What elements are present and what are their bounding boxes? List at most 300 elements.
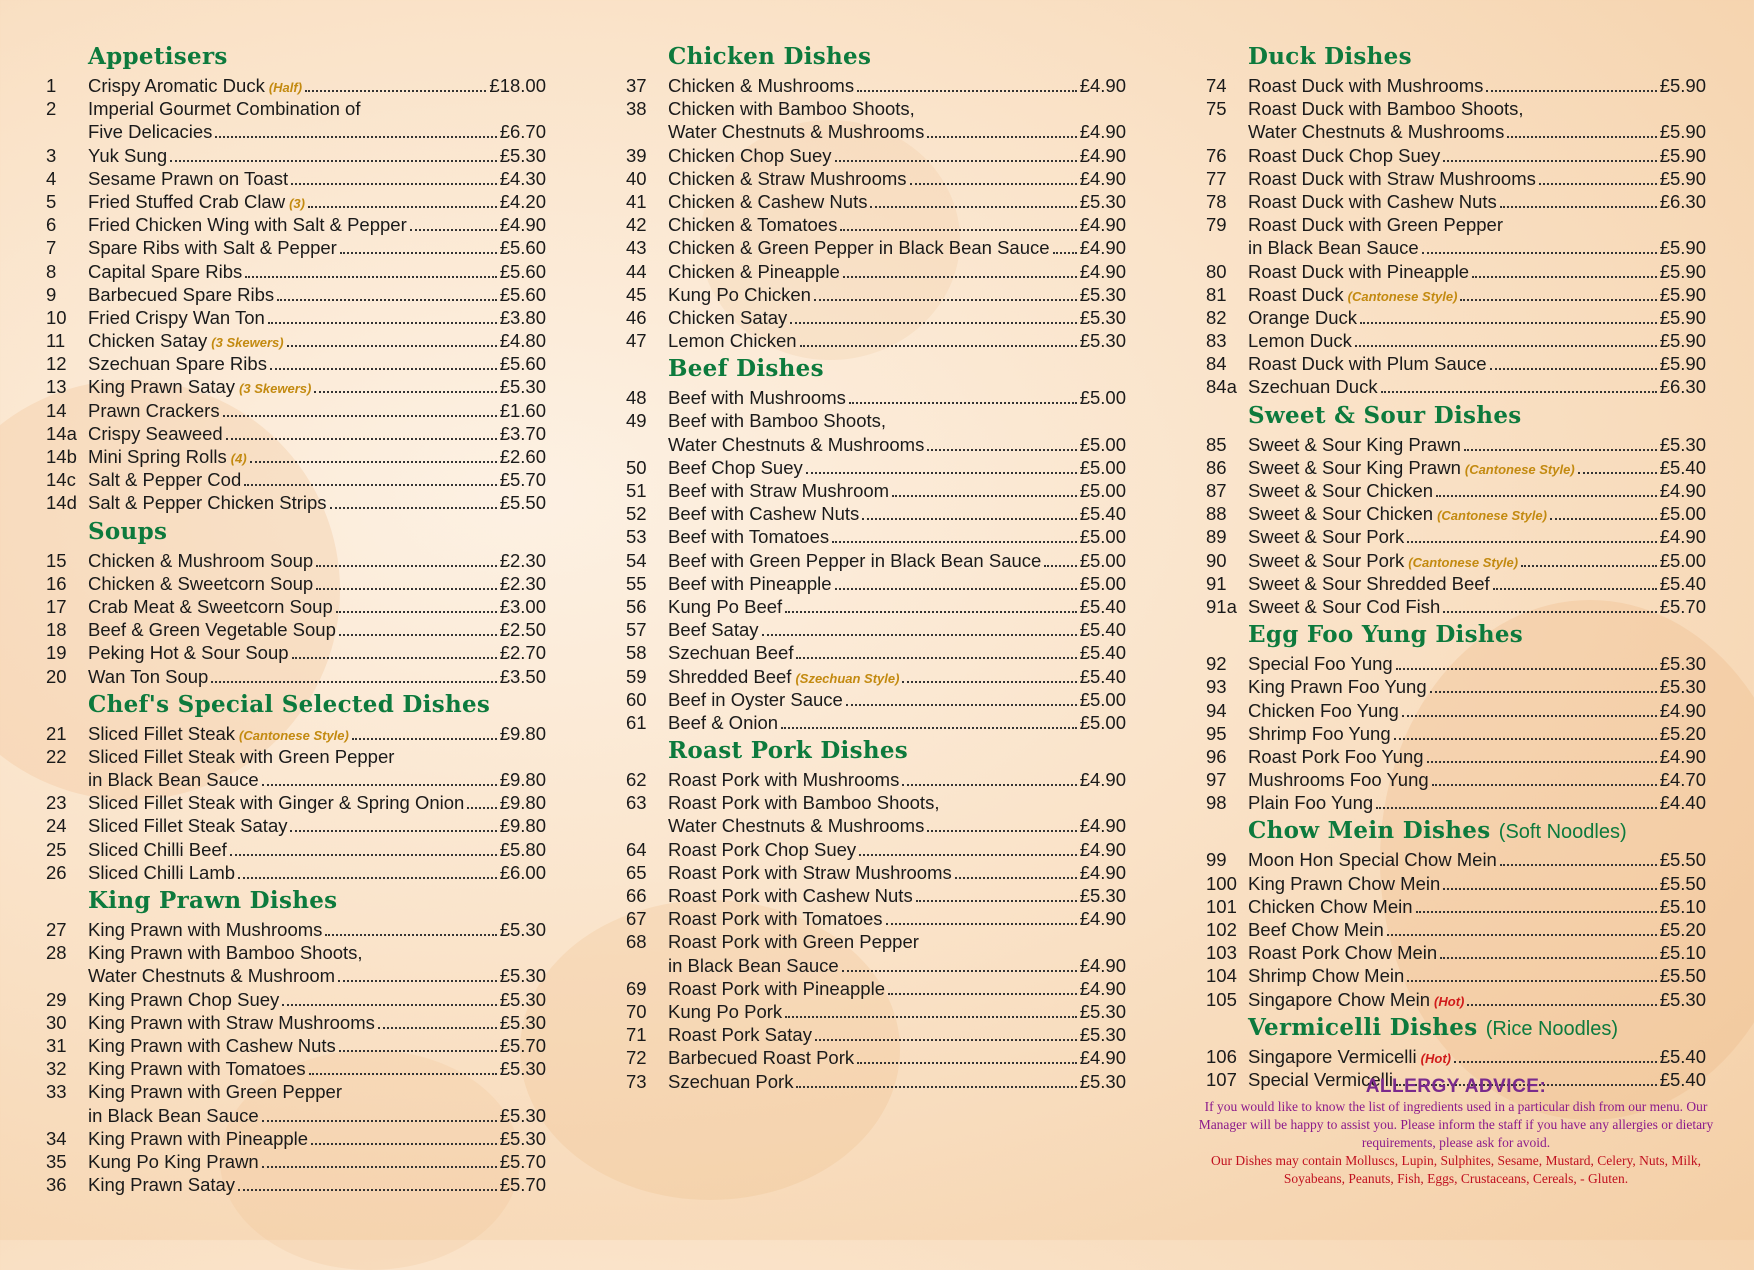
- item-line: [668, 711, 1126, 734]
- item-name: Mini Spring Rolls: [88, 446, 227, 468]
- item-line: [668, 641, 1126, 664]
- item-price: £9.80: [499, 722, 546, 744]
- item-note: (3 Skewers): [239, 381, 312, 397]
- item-number: 51: [626, 480, 647, 502]
- item-number: 71: [626, 1024, 647, 1046]
- item-line: [88, 768, 546, 791]
- item-line: [668, 954, 1126, 977]
- item-price: £5.30: [1079, 1024, 1126, 1046]
- item-number: 81: [1206, 283, 1227, 305]
- menu-item: [46, 306, 546, 329]
- menu-item: [46, 283, 546, 306]
- item-line: [88, 260, 546, 283]
- leader-dots: [762, 634, 1077, 636]
- leader-dots: [815, 1039, 1077, 1041]
- item-number: 89: [1206, 526, 1227, 548]
- item-name: Beef in Oyster Sauce: [668, 688, 843, 710]
- item-body: [668, 641, 1126, 664]
- item-line: [668, 907, 1126, 930]
- item-line: [88, 1034, 546, 1057]
- item-name-continued: Water Chestnuts & Mushrooms: [1248, 121, 1505, 143]
- leader-dots: [378, 1027, 497, 1029]
- leader-dots: [1578, 472, 1657, 474]
- item-body: [88, 74, 546, 99]
- item-price: £5.30: [499, 965, 546, 987]
- item-name: Roast Duck with Mushrooms: [1248, 75, 1484, 96]
- item-body: [88, 167, 546, 190]
- leader-dots: [340, 252, 497, 254]
- section-title-text: Sweet & Sour Dishes: [1248, 401, 1522, 429]
- item-number: 78: [1206, 190, 1227, 212]
- menu-item: [1206, 306, 1706, 329]
- menu-item: [46, 352, 546, 375]
- item-body: [1248, 213, 1706, 259]
- menu-item: [46, 1127, 546, 1150]
- item-line: [668, 190, 1126, 213]
- item-name: King Prawn Foo Yung: [1248, 676, 1427, 698]
- item-line: [668, 977, 1126, 1000]
- item-name: King Prawn with Bamboo Shoots,: [88, 942, 363, 964]
- item-price: £5.90: [1659, 121, 1706, 143]
- leader-dots: [1472, 276, 1657, 278]
- item-name: Roast Duck with Straw Mushrooms: [1248, 167, 1536, 189]
- item-number: 100: [1206, 872, 1237, 894]
- leader-dots: [170, 160, 497, 162]
- item-price: £5.30: [1079, 306, 1126, 328]
- item-body: [1248, 375, 1706, 398]
- item-name: Beef & Green Vegetable Soup: [88, 619, 336, 641]
- menu-item: [46, 422, 546, 445]
- item-line: [88, 375, 546, 400]
- item-name: Roast Pork with Green Pepper: [668, 931, 919, 953]
- item-price: £5.00: [1079, 688, 1126, 710]
- leader-dots: [1460, 299, 1656, 301]
- item-line: [1248, 144, 1706, 167]
- leader-dots: [1440, 957, 1657, 959]
- menu-item: [1206, 941, 1706, 964]
- item-note: (Szechuan Style): [795, 670, 900, 686]
- item-line: [1248, 352, 1706, 375]
- item-name: Shrimp Chow Mein: [1248, 965, 1405, 987]
- item-number: 54: [626, 549, 647, 571]
- item-body: [88, 399, 546, 422]
- item-name: Chicken & Mushroom Soup: [88, 549, 314, 571]
- item-body: [88, 838, 546, 861]
- menu-item: [626, 190, 1126, 213]
- leader-dots: [316, 565, 497, 567]
- item-name-continued: in Black Bean Sauce: [88, 1104, 259, 1126]
- item-note: (Cantonese Style): [1408, 554, 1519, 570]
- item-number: 75: [1206, 98, 1227, 120]
- leader-dots: [1521, 565, 1657, 567]
- item-name: Chicken Chow Mein: [1248, 895, 1413, 917]
- menu-item: [626, 977, 1126, 1000]
- item-number: 12: [46, 353, 67, 375]
- item-number: 41: [626, 190, 647, 212]
- menu-item: [626, 74, 1126, 97]
- item-price: £5.90: [1659, 283, 1706, 305]
- item-line: [88, 838, 546, 861]
- menu-item: [626, 768, 1126, 791]
- item-body: [668, 525, 1126, 548]
- item-number: 18: [46, 619, 67, 641]
- item-line: [668, 525, 1126, 548]
- menu-item: [46, 1034, 546, 1057]
- menu-item: [626, 930, 1126, 976]
- menu-item: [1206, 791, 1706, 814]
- item-body: [668, 386, 1126, 409]
- item-line: [668, 144, 1126, 167]
- item-number: 91a: [1206, 595, 1237, 617]
- item-body: [668, 74, 1126, 97]
- item-line: [668, 502, 1126, 525]
- menu-item: [46, 144, 546, 167]
- leader-dots: [250, 461, 497, 463]
- item-line: [1248, 97, 1706, 120]
- item-price: £4.90: [1079, 144, 1126, 166]
- allergy-text: If you would like to know the list of ingredients used in a particular dish from our menu. Our Manager will be happy to assist you. Please inform the staff if you have any allergies or dietary requirements, please ask for avoid.: [1198, 1099, 1714, 1150]
- item-body: [668, 329, 1126, 352]
- menu-item: [46, 988, 546, 1011]
- leader-dots: [892, 495, 1077, 497]
- section-title: [88, 515, 546, 549]
- item-line: [88, 988, 546, 1011]
- item-body: [88, 918, 546, 941]
- leader-dots: [902, 681, 1076, 683]
- item-number: 97: [1206, 769, 1227, 791]
- item-body: [1248, 1045, 1706, 1070]
- menu-item: [46, 665, 546, 688]
- item-price: £5.00: [1659, 549, 1706, 571]
- item-name: Roast Duck with Bamboo Shoots,: [1248, 98, 1524, 120]
- item-price: £4.90: [1659, 699, 1706, 721]
- item-body: [1248, 549, 1706, 574]
- item-line: [668, 409, 1126, 432]
- item-line: [1248, 306, 1706, 329]
- item-name: Beef with Green Pepper in Black Bean Sauce: [668, 549, 1042, 571]
- menu-item: [1206, 988, 1706, 1011]
- item-name: Kung Po Pork: [668, 1001, 783, 1022]
- item-name: Sweet & Sour Pork: [1248, 549, 1405, 571]
- item-line: [1248, 768, 1706, 791]
- item-line: [88, 814, 546, 837]
- leader-dots: [262, 784, 497, 786]
- leader-dots: [1443, 611, 1656, 613]
- menu-item: [626, 386, 1126, 409]
- section-title: [1248, 399, 1706, 433]
- item-body: [1248, 572, 1706, 595]
- item-body: [1248, 988, 1706, 1013]
- item-number: 86: [1206, 456, 1227, 478]
- item-name: Crab Meat & Sweetcorn Soup: [88, 595, 333, 617]
- leader-dots: [277, 299, 497, 301]
- item-name: Beef with Pineapple: [668, 572, 832, 594]
- item-name: Roast Pork Chow Mein: [1248, 942, 1438, 964]
- item-price: £5.70: [499, 1150, 546, 1172]
- item-price: £4.90: [1079, 815, 1126, 837]
- menu-item: [1206, 97, 1706, 143]
- item-line: [88, 1150, 546, 1173]
- item-body: [668, 711, 1126, 734]
- item-name: Beef with Mushrooms: [668, 387, 846, 409]
- item-body: [1248, 872, 1706, 895]
- item-name: Beef Satay: [668, 619, 759, 641]
- item-name: Roast Pork with Mushrooms: [668, 769, 900, 791]
- item-name: Imperial Gourmet Combination of: [88, 98, 361, 120]
- item-price: £4.90: [1079, 121, 1126, 143]
- item-body: [88, 1011, 546, 1034]
- item-price: £18.00: [489, 75, 546, 96]
- section-title: [1248, 618, 1706, 652]
- item-number: 84: [1206, 353, 1227, 375]
- leader-dots: [268, 322, 497, 324]
- item-body: [668, 595, 1126, 618]
- item-price: £2.50: [499, 619, 546, 641]
- leader-dots: [859, 854, 1077, 856]
- item-number: 77: [1206, 167, 1227, 189]
- menu-item: [1206, 918, 1706, 941]
- menu-item: [626, 213, 1126, 236]
- item-body: [668, 167, 1126, 190]
- item-number: 42: [626, 214, 647, 236]
- item-hot-note: (Hot): [1420, 1050, 1451, 1066]
- item-name: Beef Chow Mein: [1248, 919, 1384, 941]
- item-note: (Cantonese Style): [1347, 288, 1458, 304]
- leader-dots: [309, 1073, 497, 1075]
- item-body: [668, 549, 1126, 572]
- menu-item: [626, 791, 1126, 837]
- item-name: Roast Duck with Pineapple: [1248, 260, 1470, 282]
- menu-item: [626, 97, 1126, 143]
- item-number: 62: [626, 769, 647, 791]
- item-line: [88, 97, 546, 120]
- leader-dots: [886, 923, 1077, 925]
- item-body: [1248, 941, 1706, 964]
- leader-dots: [1394, 738, 1657, 740]
- item-line: [88, 1080, 546, 1103]
- item-line: [1248, 329, 1706, 352]
- section-title-text: Egg Foo Yung Dishes: [1248, 621, 1524, 649]
- item-body: [1248, 433, 1706, 456]
- item-body: [88, 641, 546, 664]
- item-body: [668, 907, 1126, 930]
- menu-item: [46, 190, 546, 213]
- item-price: £9.80: [499, 769, 546, 791]
- item-name: Roast Duck Chop Suey: [1248, 144, 1441, 166]
- item-number: 99: [1206, 849, 1227, 871]
- item-body: [668, 977, 1126, 1000]
- menu-item: [626, 144, 1126, 167]
- section-title-text: Duck Dishes: [1248, 43, 1412, 70]
- item-price: £4.90: [1079, 260, 1126, 282]
- item-price: £3.80: [499, 306, 546, 328]
- item-line: [88, 491, 546, 514]
- leader-dots: [211, 681, 496, 683]
- item-name: King Prawn Chow Mein: [1248, 872, 1441, 894]
- item-name: Special Vermicelli: [1248, 1068, 1393, 1090]
- item-line: [668, 456, 1126, 479]
- item-body: [1248, 745, 1706, 768]
- item-line: [1248, 375, 1706, 398]
- item-number: 92: [1206, 653, 1227, 675]
- item-line: [88, 1011, 546, 1034]
- item-price: £2.30: [499, 572, 546, 594]
- item-price: £4.90: [1079, 838, 1126, 860]
- item-name: Kung Po Beef: [668, 595, 783, 617]
- menu-item: [626, 595, 1126, 618]
- item-line: [668, 549, 1126, 572]
- item-line: [88, 595, 546, 618]
- section-title-text: Chow Mein Dishes: [1248, 817, 1491, 845]
- item-body: [88, 1080, 546, 1126]
- menu-item: [46, 722, 546, 745]
- leader-dots: [1443, 888, 1656, 890]
- item-body: [88, 213, 546, 236]
- item-price: £5.40: [1079, 642, 1126, 664]
- item-body: [88, 1173, 546, 1196]
- item-line: [1248, 595, 1706, 618]
- leader-dots: [245, 276, 496, 278]
- item-line: [1248, 213, 1706, 236]
- item-name: King Prawn with Straw Mushrooms: [88, 1011, 375, 1033]
- item-body: [88, 814, 546, 837]
- leader-dots: [846, 704, 1077, 706]
- item-number: 4: [46, 167, 57, 189]
- item-number: 43: [626, 237, 647, 259]
- item-line: [668, 884, 1126, 907]
- item-price: £9.80: [499, 815, 546, 837]
- leader-dots: [244, 484, 496, 486]
- leader-dots: [1550, 518, 1657, 520]
- item-body: [668, 190, 1126, 213]
- menu-item: [46, 236, 546, 259]
- item-line: [1248, 283, 1706, 308]
- item-line: [88, 1104, 546, 1127]
- item-body: [88, 1150, 546, 1173]
- leader-dots: [339, 634, 497, 636]
- item-number: 76: [1206, 144, 1227, 166]
- menu-item: [1206, 895, 1706, 918]
- leader-dots: [314, 391, 496, 393]
- item-line: [88, 791, 546, 814]
- menu-column-2: [626, 40, 1126, 1093]
- item-line: [668, 618, 1126, 641]
- leader-dots: [1044, 565, 1076, 567]
- menu-item: [46, 861, 546, 884]
- item-name: Sliced Chilli Lamb: [88, 861, 236, 883]
- item-body: [1248, 167, 1706, 190]
- item-number: 82: [1206, 306, 1227, 328]
- item-body: [1248, 283, 1706, 308]
- item-price: £5.00: [1079, 480, 1126, 502]
- section-title: [668, 734, 1126, 768]
- item-number: 87: [1206, 480, 1227, 502]
- item-line: [88, 1127, 546, 1150]
- item-name: Beef Chop Suey: [668, 456, 803, 478]
- item-price: £5.30: [1079, 1070, 1126, 1092]
- item-name: King Prawn Chop Suey: [88, 988, 280, 1010]
- menu-item: [1206, 872, 1706, 895]
- item-body: [668, 572, 1126, 595]
- leader-dots: [1053, 252, 1077, 254]
- item-line: [88, 144, 546, 167]
- menu-item: [1206, 213, 1706, 259]
- item-name: Szechuan Duck: [1248, 376, 1378, 398]
- item-name: Sliced Fillet Steak Satay: [88, 815, 288, 837]
- item-body: [668, 502, 1126, 525]
- leader-dots: [339, 1050, 497, 1052]
- section-title-text: Beef Dishes: [668, 355, 824, 383]
- item-line: [1248, 572, 1706, 595]
- menu-item: [1206, 675, 1706, 698]
- item-name: Kung Po Chicken: [668, 283, 811, 305]
- item-number: 14c: [46, 469, 76, 491]
- leader-dots: [352, 738, 497, 740]
- leader-dots: [311, 1143, 497, 1145]
- item-line: [668, 283, 1126, 306]
- item-line: [88, 722, 546, 747]
- menu-item: [626, 236, 1126, 259]
- leader-dots: [1407, 541, 1656, 543]
- item-number: 66: [626, 885, 647, 907]
- menu-column-1: [46, 40, 546, 1196]
- leader-dots: [291, 183, 497, 185]
- item-line: [1248, 190, 1706, 213]
- item-number: 59: [626, 665, 647, 687]
- item-line: [1248, 1045, 1706, 1070]
- section-title: [668, 352, 1126, 386]
- leader-dots: [1432, 784, 1657, 786]
- menu-item: [626, 283, 1126, 306]
- item-price: £4.90: [1079, 1047, 1126, 1069]
- item-line: [668, 1046, 1126, 1069]
- item-line: [88, 861, 546, 884]
- item-line: [88, 745, 546, 768]
- item-price: £9.80: [499, 792, 546, 814]
- section-title-text: Chef's Special Selected Dishes: [88, 690, 491, 718]
- menu-item: [46, 549, 546, 572]
- item-line: [668, 97, 1126, 120]
- item-name: Sliced Fillet Steak with Ginger & Spring Onion: [88, 792, 465, 814]
- item-name: Roast Pork Satay: [668, 1024, 812, 1046]
- item-body: [1248, 652, 1706, 675]
- item-number: 73: [626, 1070, 647, 1092]
- item-body: [668, 768, 1126, 791]
- menu-item: [626, 688, 1126, 711]
- item-line: [1248, 236, 1706, 259]
- item-body: [668, 306, 1126, 329]
- leader-dots: [910, 183, 1077, 185]
- item-name: Barbecued Spare Ribs: [88, 283, 275, 305]
- item-line: [668, 386, 1126, 409]
- leader-dots: [410, 229, 497, 231]
- item-line: [1248, 791, 1706, 814]
- leader-dots: [1539, 183, 1657, 185]
- item-body: [668, 1070, 1126, 1093]
- item-name: Peking Hot & Sour Soup: [88, 642, 289, 664]
- item-number: 80: [1206, 260, 1227, 282]
- item-name: Salt & Pepper Cod: [88, 469, 242, 491]
- item-body: [88, 1057, 546, 1080]
- item-price: £5.00: [1079, 433, 1126, 455]
- menu-item: [1206, 1045, 1706, 1068]
- leader-dots: [223, 415, 497, 417]
- item-name: Roast Pork with Cashew Nuts: [668, 885, 913, 907]
- item-body: [1248, 190, 1706, 213]
- item-number: 1: [46, 75, 57, 96]
- leader-dots: [902, 784, 1076, 786]
- item-number: 39: [626, 144, 647, 166]
